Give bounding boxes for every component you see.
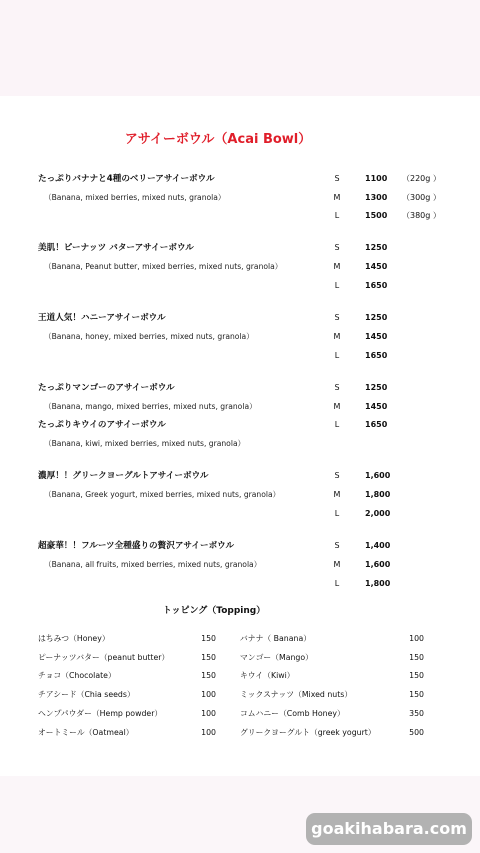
topping-price: 150 [201, 671, 216, 680]
item-name: 美肌！ピーナッツ バターアサイーボウル [38, 243, 194, 253]
topping-price: 150 [409, 690, 424, 699]
item-name: 濃厚！！グリークヨーグルトアサイーボウル [38, 471, 209, 481]
size-label: L [334, 211, 340, 220]
size-label: S [334, 313, 340, 322]
topping-name: マンゴー（Mango） [240, 653, 313, 662]
menu-item-row [0, 171, 480, 187]
size-price: 1250 [365, 313, 388, 322]
top-background-band [0, 0, 480, 96]
menu-item-row [0, 190, 480, 206]
size-label: S [334, 383, 340, 392]
item-name: 超豪華！！フルーツ全種盛りの贅沢アサイーボウル [38, 541, 235, 551]
size-price: 1450 [365, 332, 388, 341]
menu-item-row [0, 278, 480, 294]
topping-row [0, 706, 480, 722]
topping-name: はちみつ（Honey） [38, 634, 110, 643]
topping-row [0, 631, 480, 647]
size-label: M [333, 332, 341, 341]
topping-price: 150 [201, 653, 216, 662]
menu-item-row [0, 310, 480, 326]
size-price: 1450 [365, 402, 388, 411]
topping-row [0, 687, 480, 703]
menu-item-row [0, 557, 480, 573]
size-price: 1,600 [365, 560, 391, 569]
topping-price: 100 [201, 728, 216, 737]
size-label: S [334, 471, 340, 480]
topping-price: 150 [201, 634, 216, 643]
site-watermark: goakihabara.com [306, 813, 472, 845]
topping-name: チアシード（Chia seeds） [38, 690, 135, 699]
topping-name: チョコ（Chocolate） [38, 671, 116, 680]
size-label: M [333, 262, 341, 271]
topping-price: 100 [201, 690, 216, 699]
menu-item-row [0, 538, 480, 554]
menu-title: アサイーボウル（Acai Bowl） [124, 132, 312, 147]
topping-name: ヘンプパウダー（Hemp powder） [38, 709, 163, 718]
size-label: L [334, 420, 340, 429]
size-label: S [334, 243, 340, 252]
item-description-secondary: （Banana, kiwi, mixed berries, mixed nuts, granola） [44, 439, 246, 448]
item-name-secondary: たっぷりキウイのアサイーボウル [38, 420, 166, 430]
topping-name: バナナ（ Banana） [240, 634, 312, 643]
size-grams: （220g ） [402, 174, 441, 183]
item-description: （Banana, honey, mixed berries, mixed nuts, granola） [44, 332, 254, 341]
menu-item-row [0, 506, 480, 522]
size-price: 1,800 [365, 579, 391, 588]
size-price: 1,600 [365, 471, 391, 480]
topping-price: 100 [409, 634, 424, 643]
menu-item-row [0, 399, 480, 415]
size-price: 1500 [365, 211, 388, 220]
size-price: 1300 [365, 193, 388, 202]
size-label: M [333, 193, 341, 202]
size-label: M [333, 490, 341, 499]
topping-price: 150 [409, 671, 424, 680]
size-price: 2,000 [365, 509, 391, 518]
menu-item-row [0, 240, 480, 256]
size-price: 1,400 [365, 541, 391, 550]
topping-title: トッピング（Topping） [162, 606, 266, 616]
size-price: 1,800 [365, 490, 391, 499]
size-price: 1650 [365, 351, 388, 360]
size-label: L [334, 281, 340, 290]
menu-item-row [0, 329, 480, 345]
topping-price: 350 [409, 709, 424, 718]
menu-item-row [0, 487, 480, 503]
size-price: 1450 [365, 262, 388, 271]
size-grams: （300g ） [402, 193, 441, 202]
size-label: M [333, 402, 341, 411]
topping-name: グリークヨーグルト（greek yogurt） [240, 728, 376, 737]
menu-item-row [0, 576, 480, 592]
item-description: （Banana, all fruits, mixed berries, mixed nuts, granola） [44, 560, 262, 569]
topping-row [0, 650, 480, 666]
topping-name: オートミール（Oatmeal） [38, 728, 134, 737]
size-label: S [334, 541, 340, 550]
menu-item-row [0, 208, 480, 224]
item-description: （Banana, mixed berries, mixed nuts, granola） [44, 193, 226, 202]
topping-price: 500 [409, 728, 424, 737]
topping-price: 100 [201, 709, 216, 718]
item-name: たっぷりバナナと4種のベリーアサイーボウル [38, 174, 215, 184]
size-price: 1650 [365, 420, 388, 429]
item-description: （Banana, mango, mixed berries, mixed nuts, granola） [44, 402, 257, 411]
size-price: 1650 [365, 281, 388, 290]
menu-item-row [0, 348, 480, 364]
topping-name: キウイ（Kiwi） [240, 671, 295, 680]
size-label: M [333, 560, 341, 569]
size-label: L [334, 579, 340, 588]
menu-item-row [0, 436, 480, 452]
size-label: L [334, 509, 340, 518]
topping-name: コムハニー（Comb Honey） [240, 709, 345, 718]
size-price: 1250 [365, 383, 388, 392]
topping-name: ミックスナッツ（Mixed nuts） [240, 690, 353, 699]
size-label: S [334, 174, 340, 183]
topping-price: 150 [409, 653, 424, 662]
size-grams: （380g ） [402, 211, 441, 220]
menu-item-row [0, 259, 480, 275]
item-description: （Banana, Greek yogurt, mixed berries, mixed nuts, granola） [44, 490, 281, 499]
size-price: 1250 [365, 243, 388, 252]
menu-item-row [0, 468, 480, 484]
menu-item-row [0, 380, 480, 396]
size-price: 1100 [365, 174, 388, 183]
item-description: （Banana, Peanut butter, mixed berries, mixed nuts, granola） [44, 262, 283, 271]
topping-row [0, 668, 480, 684]
size-label: L [334, 351, 340, 360]
menu-item-row [0, 417, 480, 433]
item-name: 王道人気！ハニーアサイーボウル [38, 313, 166, 323]
topping-name: ピーナッツバター（peanut butter） [38, 653, 170, 662]
item-name: たっぷりマンゴーのアサイーボウル [38, 383, 175, 393]
topping-row [0, 725, 480, 741]
